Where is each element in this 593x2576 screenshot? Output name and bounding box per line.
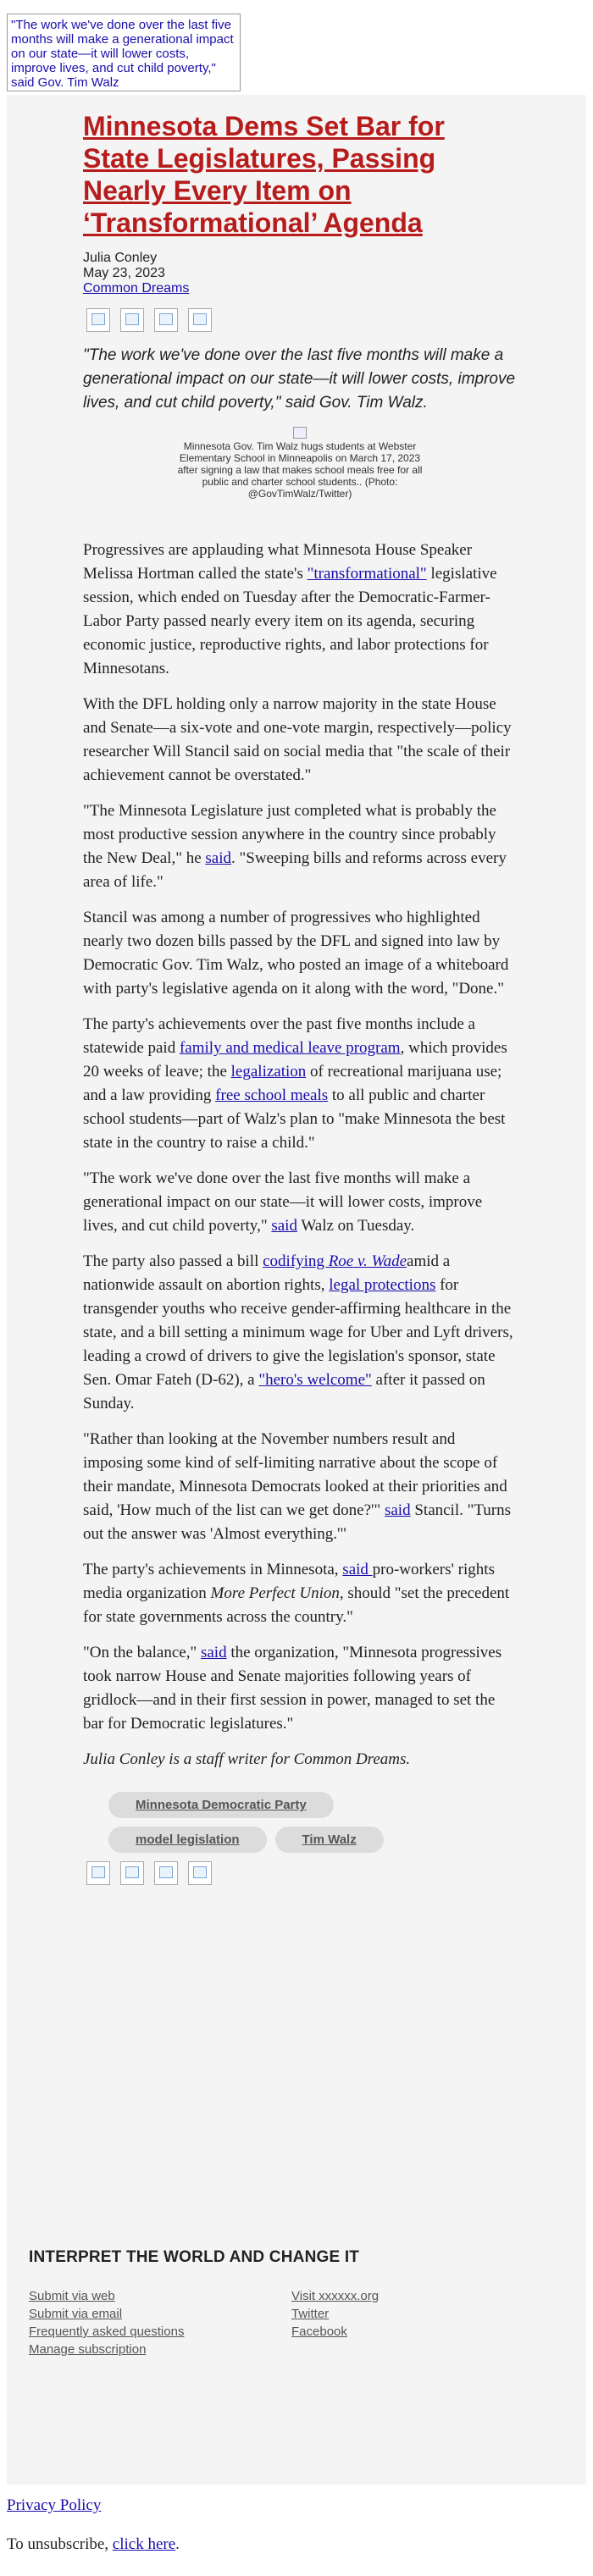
paragraph: The party's achievements over the past five months include a statewide paid family and medical leave program, which provides 20 weeks of leave; the legalization of recreational marijuana use; and a law providing free school meals to all public and charter school students—part of Walz's plan to "make Minnesota the best state in the country to raise a child." bbox=[83, 1015, 507, 1152]
hero-image[interactable] bbox=[7, 14, 241, 91]
inline-link[interactable]: said bbox=[200, 1644, 227, 1661]
paragraph: The party's achievements in Minnesota, said pro-workers' rights media organization More Perfect Union, should "set the precedent for state governments across the country." bbox=[83, 1561, 510, 1626]
footer bbox=[29, 2248, 554, 2358]
submit-email-link[interactable]: Submit via email bbox=[29, 2307, 123, 2321]
inline-link[interactable]: said bbox=[384, 1501, 411, 1519]
paragraph: The party also passed a bill codifying Roe v. Wadeamid a nationwide assault on abortion rights, legal protections for transgender youths who receive gender-affirming healthcare in the state, and a bill setting a minimum wage for Uber and Lyft drivers, leading a crowd of drivers to give the legislation's sponsor, state Sen. Omar Fateh (D-62), a "hero's welcome" after it passed on Sunday. bbox=[83, 1252, 513, 1412]
meta bbox=[83, 251, 517, 296]
article-body bbox=[83, 539, 517, 1772]
footer-title: INTERPRET THE WORLD AND CHANGE IT bbox=[29, 2248, 360, 2266]
footer-right-links bbox=[291, 2287, 554, 2358]
inline-link[interactable]: said bbox=[342, 1561, 373, 1578]
date: May 23, 2023 bbox=[83, 266, 165, 280]
inline-link[interactable]: codifying Roe v. Wade bbox=[263, 1252, 407, 1270]
facebook-share-icon[interactable] bbox=[86, 1861, 110, 1885]
inline-link[interactable]: "hero's welcome" bbox=[258, 1371, 372, 1389]
email-share-icon[interactable] bbox=[154, 308, 178, 332]
caption-text: Minnesota Gov. Tim Walz hugs students at Webster Elementary School in Minneapolis on March 17, 2023 after signing a law that makes school meals free for all public and charter school students.. (Photo: @GovTimWalz/Twitter) bbox=[177, 440, 423, 500]
deck: "The work we've done over the last five months will make a generational impact on our state—it will lower costs, improve lives, and cut child poverty," said Gov. Tim Walz. bbox=[83, 346, 516, 412]
visit-site-link[interactable]: Visit xxxxxx.org bbox=[291, 2289, 380, 2303]
hero-image-alt: "The work we've done over the last five months will make a generational impact on our state—it will lower costs, improve lives, and cut child poverty," said Gov. Tim Walz bbox=[11, 18, 234, 90]
share-row-bottom bbox=[86, 1861, 517, 1885]
inline-link[interactable]: family and medical leave program bbox=[179, 1039, 401, 1057]
twitter-share-icon[interactable] bbox=[120, 1861, 144, 1885]
inline-link[interactable]: said bbox=[205, 849, 232, 867]
photo-caption bbox=[173, 427, 427, 500]
tag-minnesota-democratic-party[interactable]: Minnesota Democratic Party bbox=[108, 1792, 334, 1818]
author: Julia Conley bbox=[83, 251, 158, 265]
footer-left-links bbox=[29, 2287, 291, 2358]
inline-link[interactable]: legalization bbox=[230, 1063, 307, 1081]
broken-image-icon bbox=[293, 427, 307, 439]
paragraph: "The Minnesota Legislature just completed what is probably the most productive session anywhere in the country since probably the New Deal," he said. "Sweeping bills and reforms across every area of life." bbox=[83, 802, 507, 891]
author-note: Julia Conley is a staff writer for Common Dreams. bbox=[83, 1750, 411, 1768]
unsubscribe-line: To unsubscribe, click here. bbox=[7, 2535, 180, 2553]
inline-link[interactable]: free school meals bbox=[215, 1086, 329, 1104]
paragraph: Stancil was among a number of progressives who highlighted nearly two dozen bills passed by the DFL and signed into law by Democratic Gov. Tim Walz, who posted an image of a whiteboard with party's legislative agenda on it along with the word, "Done." bbox=[83, 909, 509, 998]
submit-web-link[interactable]: Submit via web bbox=[29, 2289, 115, 2303]
twitter-link[interactable]: Twitter bbox=[291, 2307, 330, 2321]
print-share-icon[interactable] bbox=[188, 308, 212, 332]
paragraph: "Rather than looking at the November numbers result and imposing some kind of self-limiting narrative about the scope of their mandate, Minnesota Democrats looked at their priorities and said, 'How much of the list can we get done?'" said Stancil. "Turns out the answer was 'Almost everything.'" bbox=[83, 1430, 512, 1543]
privacy-policy-link[interactable]: Privacy Policy bbox=[7, 2496, 102, 2514]
paragraph: "The work we've done over the last five months will make a generational impact on our state—it will lower costs, improve lives, and cut child poverty," said Walz on Tuesday. bbox=[83, 1169, 483, 1235]
article-panel bbox=[7, 95, 586, 2485]
facebook-link[interactable]: Facebook bbox=[291, 2324, 347, 2339]
unsubscribe-link[interactable]: click here bbox=[112, 2535, 176, 2553]
paragraph: With the DFL holding only a narrow majority in the state House and Senate—a six-vote and one-vote margin, respectively—policy researcher Will Stancil said on social media that "the scale of their achievement cannot be overstated." bbox=[83, 695, 512, 784]
facebook-share-icon[interactable] bbox=[86, 308, 110, 332]
share-row-top bbox=[86, 308, 517, 332]
twitter-share-icon[interactable] bbox=[120, 308, 144, 332]
headline-link[interactable]: Minnesota Dems Set Bar for State Legislatures, Passing Nearly Every Item on ‘Transformational’ Agenda bbox=[83, 111, 445, 238]
tag-model-legislation[interactable]: model legislation bbox=[108, 1827, 267, 1853]
tag-list bbox=[108, 1792, 464, 1853]
print-share-icon[interactable] bbox=[188, 1861, 212, 1885]
manage-subscription-link[interactable]: Manage subscription bbox=[29, 2342, 147, 2357]
inline-link[interactable]: legal protections bbox=[329, 1276, 436, 1294]
inline-link[interactable]: "transformational" bbox=[307, 565, 427, 583]
faq-link[interactable]: Frequently asked questions bbox=[29, 2324, 185, 2339]
article bbox=[83, 110, 517, 1885]
paragraph: "On the balance," said the organization, "Minnesota progressives took narrow House and Senate majorities following years of gridlock—and in their first session in power, managed to set the bar for Democratic legislatures." bbox=[83, 1644, 502, 1733]
paragraph: Progressives are applauding what Minnesota House Speaker Melissa Hortman called the state's "transformational" legislative session, which ended on Tuesday after the Democratic-Farmer-Labor Party passed nearly every item on its agenda, securing economic justice, reproductive rights, and labor protections for Minnesotans. bbox=[83, 541, 497, 677]
source-link[interactable]: Common Dreams bbox=[83, 281, 190, 296]
inline-link[interactable]: said bbox=[271, 1217, 297, 1235]
tag-tim-walz[interactable]: Tim Walz bbox=[275, 1827, 384, 1853]
email-share-icon[interactable] bbox=[154, 1861, 178, 1885]
